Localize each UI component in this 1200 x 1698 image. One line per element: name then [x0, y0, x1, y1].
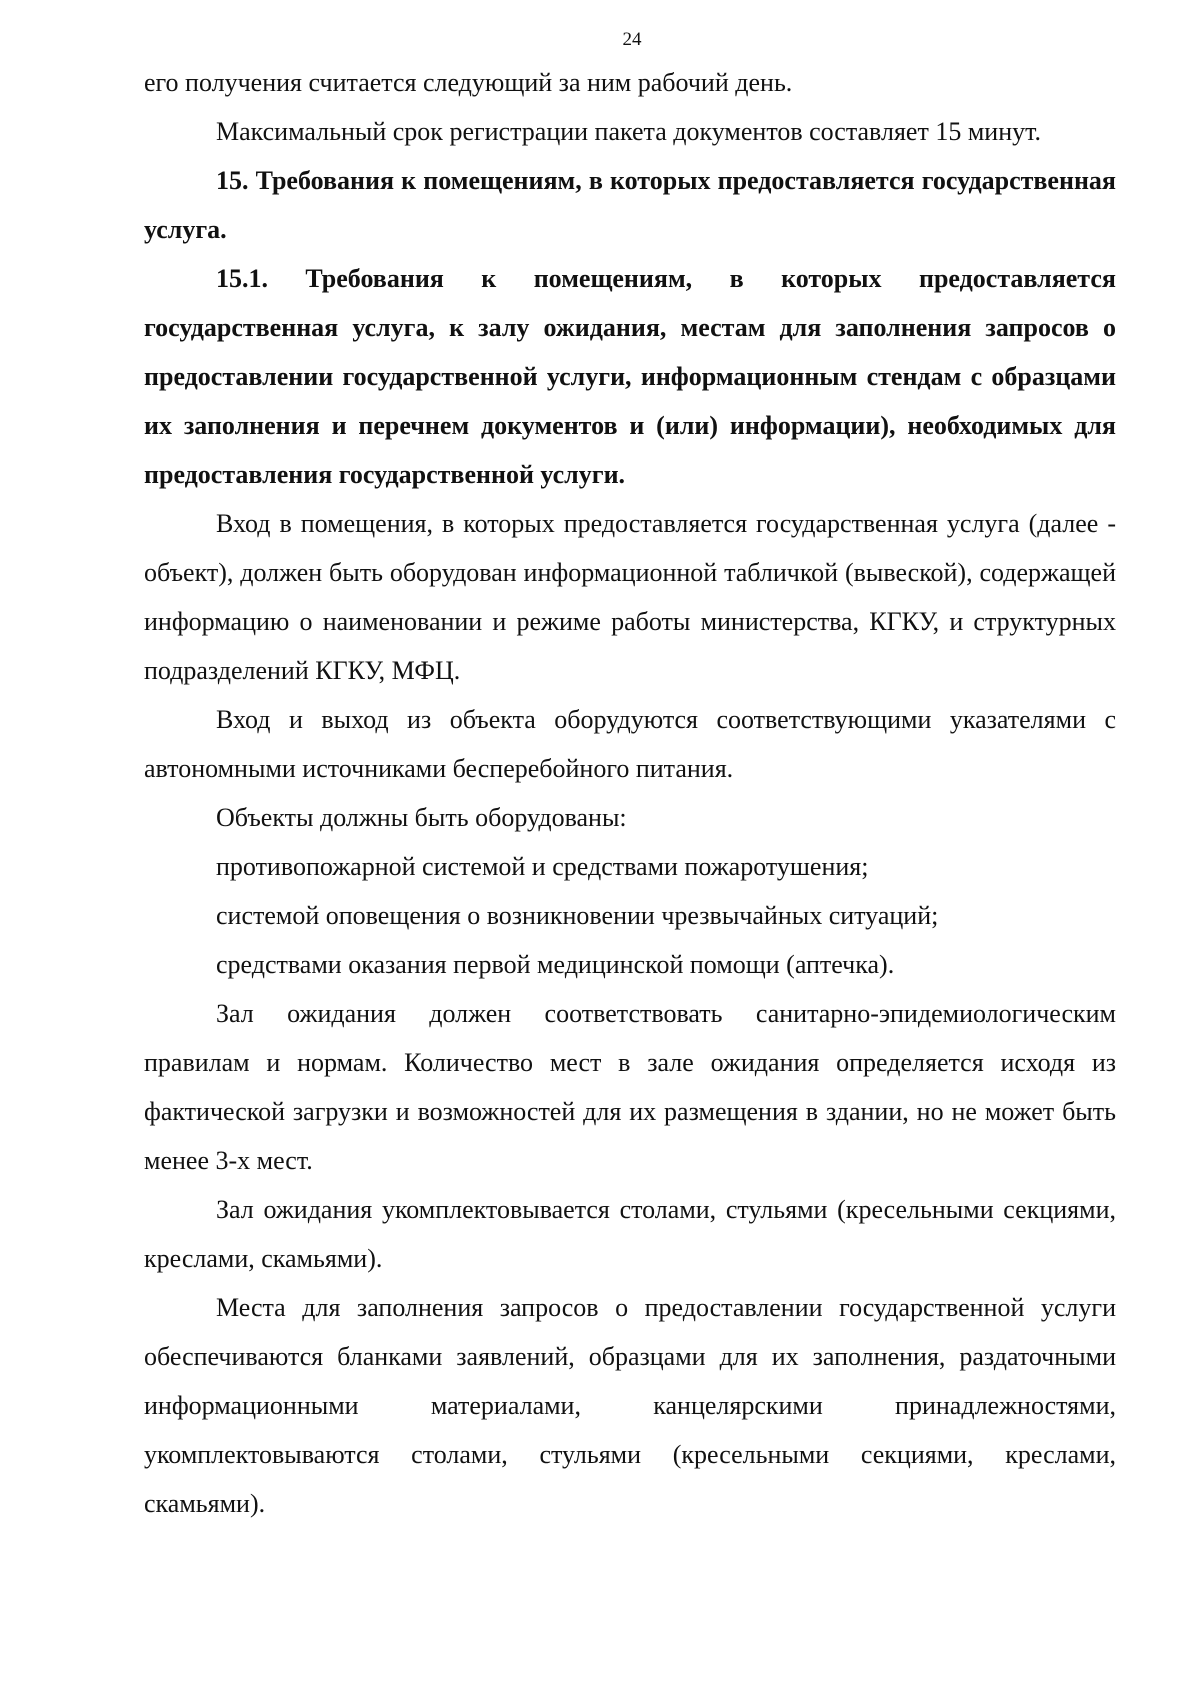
- list-item-alert-system: системой оповещения о возникновении чрезвычайных ситуаций;: [216, 901, 939, 930]
- list-item-first-aid: средствами оказания первой медицинской помощи (аптечка).: [216, 950, 895, 979]
- paragraph-entrance-exit-signs: Вход и выход из объекта оборудуются соответствующими указателями с автономными источниками бесперебойного питания.: [144, 705, 1116, 783]
- section-heading-15: 15. Требования к помещениям, в которых предоставляется государственная услуга.: [144, 166, 1116, 244]
- page-number: 24: [622, 29, 642, 50]
- paragraph-waiting-hall-norms: Зал ожидания должен соответствовать санитарно-эпидемиологическим правилам и нормам. Количество мест в зале ожидания определяется исходя из фактической загрузки и возможностей для их размещения в здании, но не может быть менее 3-х мест.: [144, 999, 1116, 1175]
- list-item-fire-system: противопожарной системой и средствами пожаротушения;: [216, 852, 869, 881]
- section-heading-15-1: 15.1. Требования к помещениям, в которых предоставляется государственная услуга, к залу ожидания, местам для заполнения запросов о предоставлении государственной услуги, информационным стендам с образцами их заполнения и перечнем документов и (или) информации), необходимых для предоставления государственной услуги.: [144, 264, 1116, 489]
- document-body: [144, 58, 1116, 1528]
- paragraph-waiting-hall-furniture: Зал ожидания укомплектовывается столами, стульями (кресельными секциями, креслами, скамьями).: [144, 1195, 1116, 1273]
- paragraph-entrance-sign: Вход в помещения, в которых предоставляется государственная услуга (далее - объект), должен быть оборудован информационной табличкой (вывеской), содержащей информацию о наименовании и режиме работы министерства, КГКУ, и структурных подразделений КГКУ, МФЦ.: [144, 509, 1116, 685]
- paragraph-request-places: Места для заполнения запросов о предоставлении государственной услуги обеспечиваются бланками заявлений, образцами для их заполнения, раздаточными информационными материалами, канцелярскими принадлежностями, укомплектовываются столами, стульями (кресельными секциями, креслами, скамьями).: [144, 1293, 1116, 1518]
- paragraph-continuation: его получения считается следующий за ним рабочий день.: [144, 68, 793, 97]
- paragraph-registration-time: Максимальный срок регистрации пакета документов составляет 15 минут.: [216, 117, 1042, 146]
- list-intro: Объекты должны быть оборудованы:: [216, 803, 627, 832]
